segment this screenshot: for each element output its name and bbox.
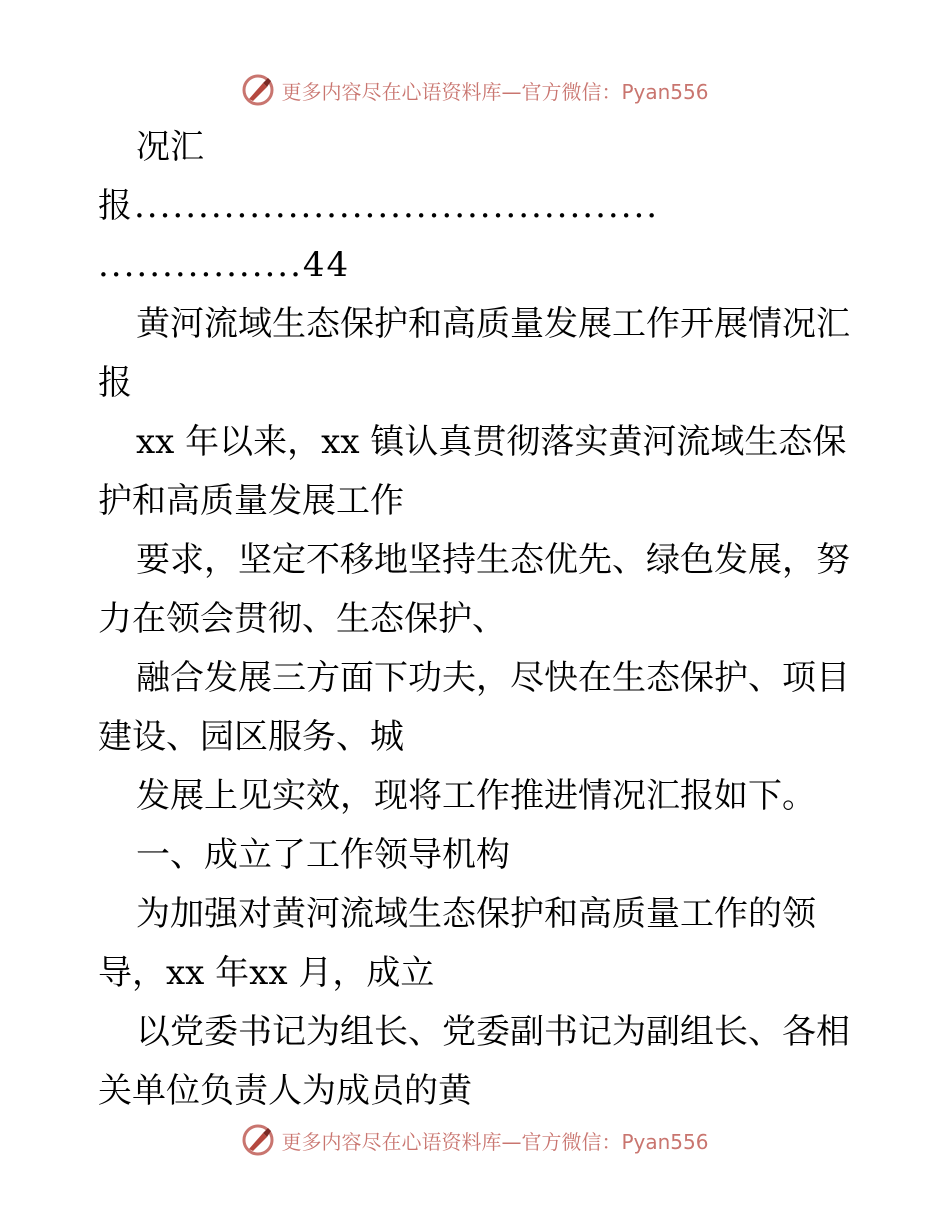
text-line: 况汇 [136,127,204,167]
header-watermark-text: 更多内容尽在心语资料库—官方微信：Pyan556 [281,79,709,104]
document-body [98,118,858,1121]
paragraph-line: 发展上见实效，现将工作推进情况汇报如下。 [136,776,816,816]
paragraph-line: 导，xx 年xx 月，成立 [98,953,435,993]
paragraph-line: 以党委书记为组长、党委副书记为副组长、各相 [136,1012,850,1052]
paragraph-line: 力在领会贯彻、生态保护、 [98,599,506,639]
paragraph-line: xx 年以来，xx 镇认真贯彻落实黄河流域生态保 [136,422,847,462]
paragraph-line: 为加强对黄河流域生态保护和高质量工作的领 [136,894,816,934]
paragraph-line: 护和高质量发展工作 [98,481,404,521]
toc-leader-line: 报......................................... [98,186,660,226]
paragraph-line: 关单位负责人为成员的黄 [98,1071,472,1111]
footer-watermark-banner [0,1120,950,1160]
paragraph-line: 要求，坚定不移地坚持生态优先、绿色发展，努 [136,540,850,580]
pen-logo-icon [241,1123,275,1157]
document-title-continued: 报 [98,363,132,403]
section-heading: 一、成立了工作领导机构 [136,835,510,875]
toc-leader-line: ................44 [98,245,351,285]
header-watermark-banner [0,70,950,110]
footer-watermark-text: 更多内容尽在心语资料库—官方微信：Pyan556 [281,1129,709,1154]
pen-logo-icon [241,73,275,107]
document-title: 黄河流域生态保护和高质量发展工作开展情况汇 [136,304,850,344]
paragraph-line: 建设、园区服务、城 [98,717,404,757]
paragraph-line: 融合发展三方面下功夫，尽快在生态保护、项目 [136,658,850,698]
